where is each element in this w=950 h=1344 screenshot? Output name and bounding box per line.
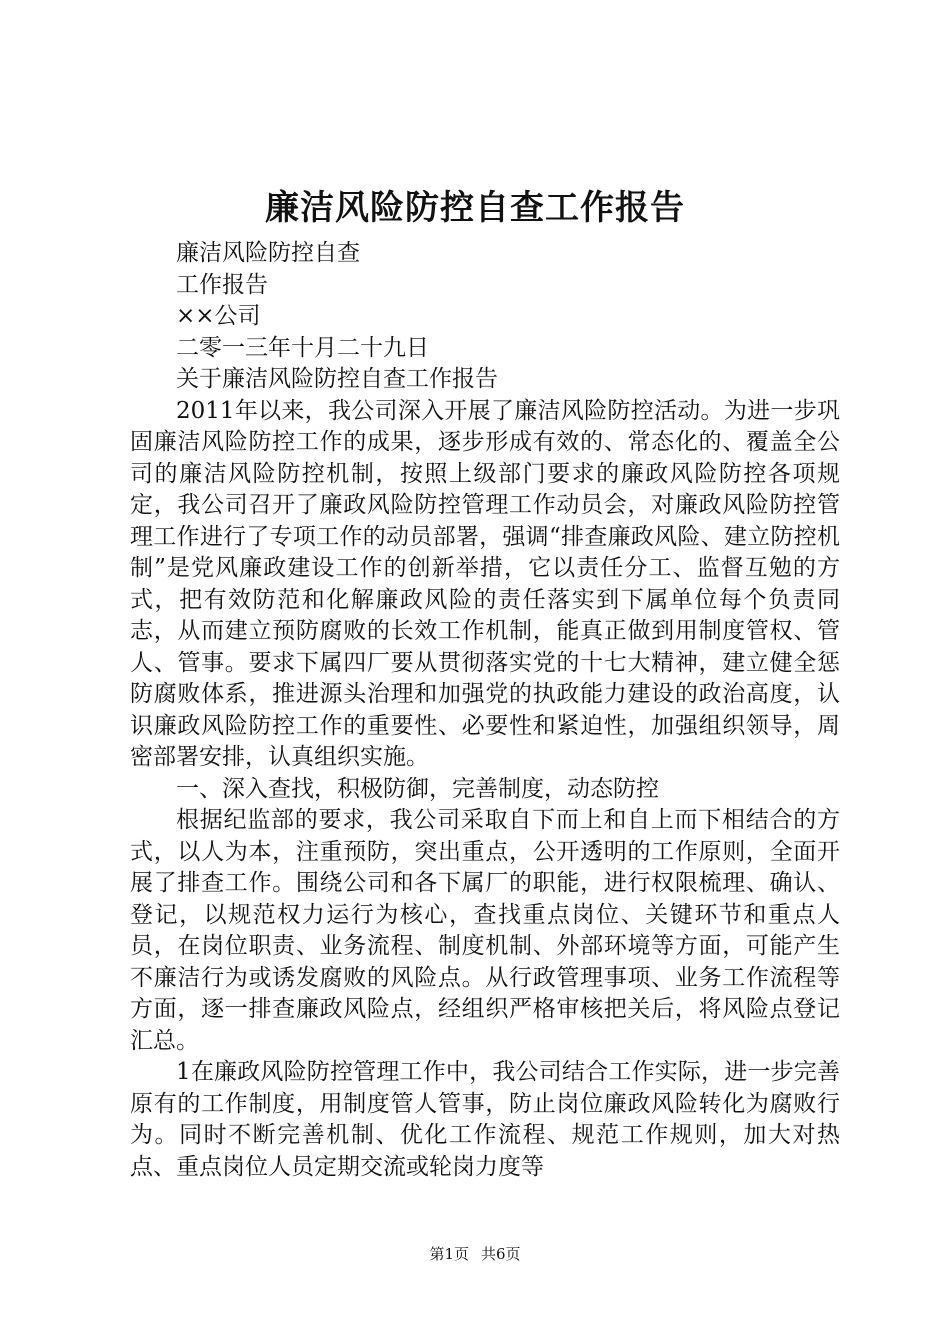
page-total: 共6页 <box>481 1245 521 1263</box>
paragraph-heading-line-1: 廉洁风险防控自查 <box>176 240 360 266</box>
paragraph-intro: 2011年以来，我公司深入开展了廉洁风险防控活动。为进一步巩固廉洁风险防控工作的成果，逐步形成有效的、常态化的、覆盖全公司的廉洁风险防控机制，按照上级部门要求的廉政风险防控各项规定，我公司召开了廉政风险防控管理工作动员会，对廉政风险防控管理工作进行了专项工作的动员部署，强调“排查廉政风险、建立防控机制”是党风廉政建设工作的创新举措，它以责任分工、监督互勉的方式，把有效防范和化解廉政风险的责任落实到下属单位每个负责同志，从而建立预防腐败的长效工作机制，能真正做到用制度管权、管人、管事。要求下属四厂要从贯彻落实党的十七大精神，建立健全惩防腐败体系，推进源头治理和加强党的执政能力建设的政治高度，认识廉政风险防控工作的重要性、必要性和紧迫性，加强组织领导，周密部署安排，认真组织实施。 <box>130 397 840 770</box>
document-title: 廉洁风险防控自查工作报告 <box>265 188 685 228</box>
paragraph-company: ××公司 <box>176 303 261 329</box>
page-number: 第1页 <box>429 1245 469 1263</box>
paragraph-heading-line-2: 工作报告 <box>176 271 268 298</box>
paragraph-report-subject: 关于廉洁风险防控自查工作报告 <box>176 366 498 392</box>
document-body <box>130 238 840 1183</box>
section-heading-1: 一、深入查找，积极防御，完善制度，动态防控 <box>176 775 659 802</box>
paragraph-date: 二零一三年十月二十九日 <box>176 334 429 361</box>
paragraph-item-1: 1在廉政风险防控管理工作中，我公司结合工作实际，进一步完善原有的工作制度，用制度管人管事，防止岗位廉政风险转化为腐败行为。同时不断完善机制、优化工作流程、规范工作规则，加大对热点、重点岗位人员定期交流或轮岗力度等 <box>130 1059 840 1180</box>
page-footer <box>0 1244 950 1264</box>
paragraph-section-1-body: 根据纪监部的要求，我公司采取自下而上和自上而下相结合的方式，以人为本，注重预防，突出重点，公开透明的工作原则，全面开展了排查工作。围绕公司和各下属厂的职能，进行权限梳理、确认、登记，以规范权力运行为核心，查找重点岗位、关键环节和重点人员，在岗位职责、业务流程、制度机制、外部环境等方面，可能产生不廉洁行为或诱发腐败的风险点。从行政管理事项、业务工作流程等方面，逐一排查廉政风险点，经组织严格审核把关后，将风险点登记汇总。 <box>130 807 840 1054</box>
